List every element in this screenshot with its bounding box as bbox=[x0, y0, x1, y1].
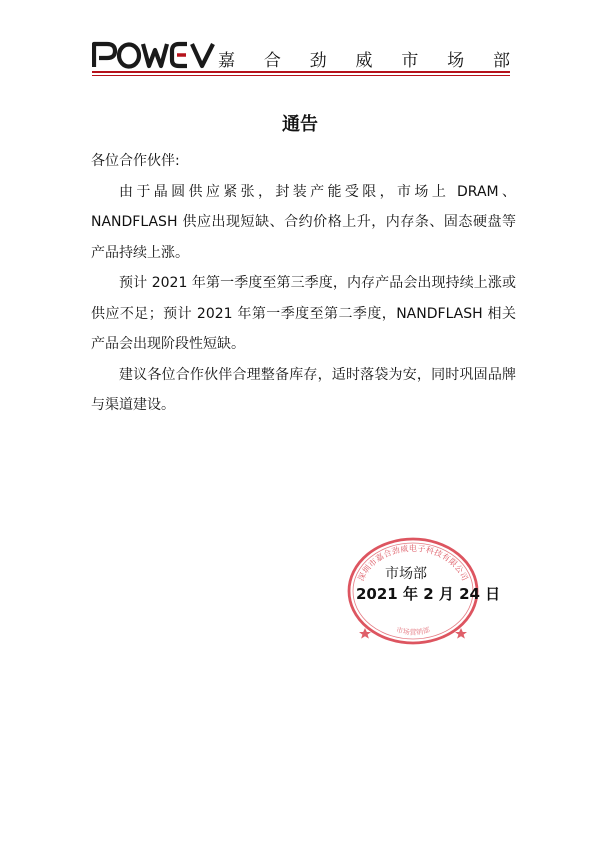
signature-department: 市场部 bbox=[385, 566, 427, 582]
header-rule-thin bbox=[92, 75, 510, 76]
svg-text:深圳市嘉合劲威电子科技有限公司: 深圳市嘉合劲威电子科技有限公司 bbox=[356, 544, 470, 583]
signature-date: 2021 年 2 月 24 日 bbox=[356, 585, 501, 603]
notice-body bbox=[91, 146, 516, 421]
powev-logo bbox=[92, 41, 216, 69]
department-char: 市 bbox=[401, 51, 419, 71]
department-char: 威 bbox=[355, 51, 373, 71]
svg-text:市场营销部: 市场营销部 bbox=[395, 625, 431, 637]
paragraph: 由于晶圆供应紧张，封装产能受限，市场上 DRAM、NANDFLASH 供应出现短缺、合约价格上升，内存条、固态硬盘等产品持续上涨。 bbox=[91, 183, 516, 261]
paragraph: 建议各位合作伙伴合理整备库存，适时落袋为安，同时巩固品牌与渠道建设。 bbox=[91, 366, 516, 413]
letterhead bbox=[92, 40, 510, 76]
department-char: 合 bbox=[263, 51, 281, 71]
salutation: 各位合作伙伴: bbox=[91, 153, 180, 169]
department-char: 部 bbox=[492, 51, 510, 71]
department-char: 劲 bbox=[309, 51, 327, 71]
notice-title: 通告 bbox=[282, 114, 318, 135]
header-rule bbox=[92, 71, 510, 73]
department-char: 场 bbox=[447, 51, 465, 71]
department-char: 嘉 bbox=[218, 51, 235, 71]
department-name bbox=[218, 49, 510, 73]
paragraph: 预计 2021 年第一季度至第三季度，内存产品会出现持续上涨或供应不足；预计 2021 年第一季度至第二季度，NANDFLASH 相关产品会出现阶段性短缺。 bbox=[91, 275, 516, 352]
